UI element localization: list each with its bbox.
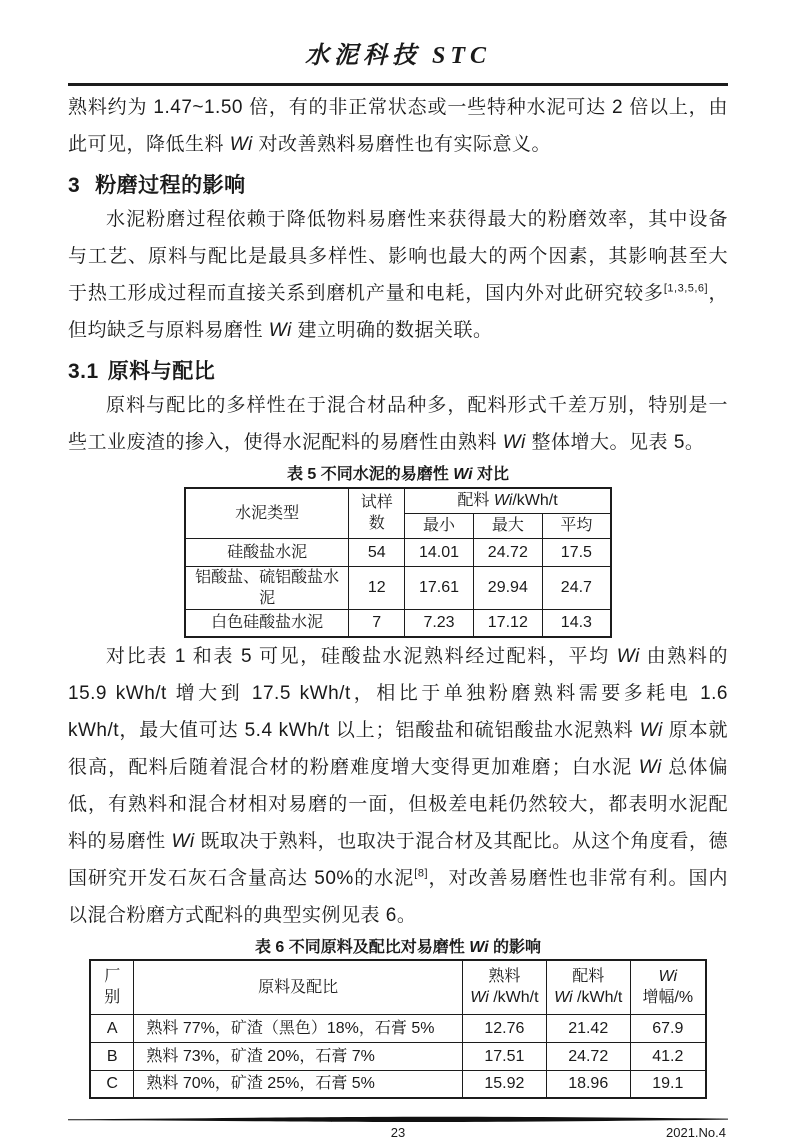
- table6-body: [90, 1014, 706, 1098]
- table-cell: 41.2: [630, 1042, 706, 1070]
- table-cell: 熟料 73%，矿渣 20%，石膏 7%: [134, 1042, 463, 1070]
- table-cell: 29.94: [473, 566, 542, 609]
- table6-col-mix-wi: 配料 Wi /kWh/t: [546, 960, 630, 1014]
- paragraph-continuation: 熟料约为 1.47~1.50 倍，有的非正常状态或一些特种水泥可达 2 倍以上，由此可见，降低生料 Wi 对改善熟料易磨性也有实际意义。: [68, 97, 728, 155]
- table5-col-min: 最小: [405, 513, 474, 538]
- table-cell: 17.12: [473, 609, 542, 637]
- table6-caption: 表 6 不同原料及配比对易磨性 Wi 的影响: [254, 939, 542, 956]
- table5-col-cement-type: 水泥类型: [185, 488, 349, 538]
- table-cell: 7.23: [405, 609, 474, 637]
- table5-caption: 表 5 不同水泥的易磨性 Wi 对比: [286, 466, 510, 483]
- section-number: 3: [68, 174, 81, 197]
- table5-col-sample-count: 试样 数: [349, 488, 405, 538]
- table-cell: 熟料 77%，矿渣（黑色）18%，石膏 5%: [134, 1014, 463, 1042]
- table5-col-max: 最大: [473, 513, 542, 538]
- table6-col-clinker-wi: 熟料 Wi /kWh/t: [462, 960, 546, 1014]
- table-row: [185, 566, 611, 609]
- section-title: 粉磨过程的影响: [95, 174, 246, 197]
- table-cell: A: [90, 1014, 134, 1042]
- table-cell: 铝酸盐、硫铝酸盐水泥: [185, 566, 349, 609]
- table5-col-avg: 平均: [542, 513, 611, 538]
- table5-cement-wi-comparison: [184, 487, 612, 638]
- table5-col-group-mix-wi: 配料 Wi/kWh/t: [405, 488, 611, 513]
- table-cell: 19.1: [630, 1070, 706, 1098]
- table-row: [90, 1014, 706, 1042]
- section-3-heading: [68, 170, 728, 201]
- table6-col-plant: 厂 别: [90, 960, 134, 1014]
- paragraph-grinding-process: 水泥粉磨过程依赖于降低物料易磨性来获得最大的粉磨效率，其中设备与工艺、原料与配比是最具多样性、影响也最大的两个因素，其影响甚至大于热工形成过程而直接关系到磨机产量和电耗，国内外对此研究较多[1,3,5,6]，但均缺乏与原料易磨性 Wi 建立明确的数据关联。: [68, 209, 728, 341]
- table-cell: 17.61: [405, 566, 474, 609]
- page-number: 23: [390, 1125, 406, 1140]
- paragraph-table5-discussion: 对比表 1 和表 5 可见，硅酸盐水泥熟料经过配料，平均 Wi 由熟料的 15.9 kWh/t 增大到 17.5 kWh/t，相比于单独粉磨熟料需要多耗电 1.6 kWh/t，最大值可达 5.4 kWh/t 以上；铝酸盐和硫铝酸盐水泥熟料 Wi 原本就很高，配料后随着混合材的粉磨难度增大变得更加难磨；白水泥 Wi 总体偏低，有熟料和混合材相对易磨的一面，但极差电耗仍然较大，都表明水泥配料的易磨性 Wi 既取决于熟料，也取决于混合材及其配比。从这个角度看，德国研究开发石灰石含量高达 50%的水泥[8]，对改善易磨性也非常有利。国内以混合粉磨方式配料的典型实例见表 6。: [68, 646, 729, 926]
- table-row: [185, 538, 611, 566]
- table-cell: 7: [349, 609, 405, 637]
- table-cell: B: [90, 1042, 134, 1070]
- table-cell: 18.96: [546, 1070, 630, 1098]
- table-cell: 15.92: [462, 1070, 546, 1098]
- journal-title: 水泥科技 STC: [304, 43, 491, 69]
- table-cell: 21.42: [546, 1014, 630, 1042]
- footer-rule: [68, 1115, 728, 1124]
- table6-header: [90, 960, 706, 1014]
- page-footer: [68, 1125, 728, 1143]
- table-cell: 54: [349, 538, 405, 566]
- table-cell: 17.5: [542, 538, 611, 566]
- table-cell: 硅酸盐水泥: [185, 538, 349, 566]
- table6-mix-wi-influence: [89, 959, 707, 1099]
- table5-body: [185, 538, 611, 637]
- table-cell: 白色硅酸盐水泥: [185, 609, 349, 637]
- table-row: [90, 1042, 706, 1070]
- table-cell: 17.51: [462, 1042, 546, 1070]
- section-3-1-heading: [68, 356, 728, 387]
- header-rule: [68, 83, 728, 86]
- table-cell: 24.7: [542, 566, 611, 609]
- table6-col-wi-increase: Wi 增幅/%: [630, 960, 706, 1014]
- table6-col-mix: 原料及配比: [134, 960, 463, 1014]
- table-cell: 14.01: [405, 538, 474, 566]
- table-cell: C: [90, 1070, 134, 1098]
- table-cell: 熟料 70%，矿渣 25%，石膏 5%: [134, 1070, 463, 1098]
- issue-label: 2021.No.4: [666, 1125, 726, 1140]
- table-cell: 12.76: [462, 1014, 546, 1042]
- paragraph-raw-materials: 原料与配比的多样性在于混合材品种多，配料形式千差万别，特别是一些工业废渣的掺入，使得水泥配料的易磨性由熟料 Wi 整体增大。见表 5。: [68, 395, 728, 453]
- table-row: [185, 609, 611, 637]
- table-cell: 24.72: [473, 538, 542, 566]
- table-cell: 67.9: [630, 1014, 706, 1042]
- table-cell: 12: [349, 566, 405, 609]
- table-row: [90, 1070, 706, 1098]
- table-cell: 24.72: [546, 1042, 630, 1070]
- section-number: 3.1: [68, 360, 99, 383]
- section-title: 原料与配比: [107, 360, 216, 383]
- table5-header: [185, 488, 611, 538]
- table-cell: 14.3: [542, 609, 611, 637]
